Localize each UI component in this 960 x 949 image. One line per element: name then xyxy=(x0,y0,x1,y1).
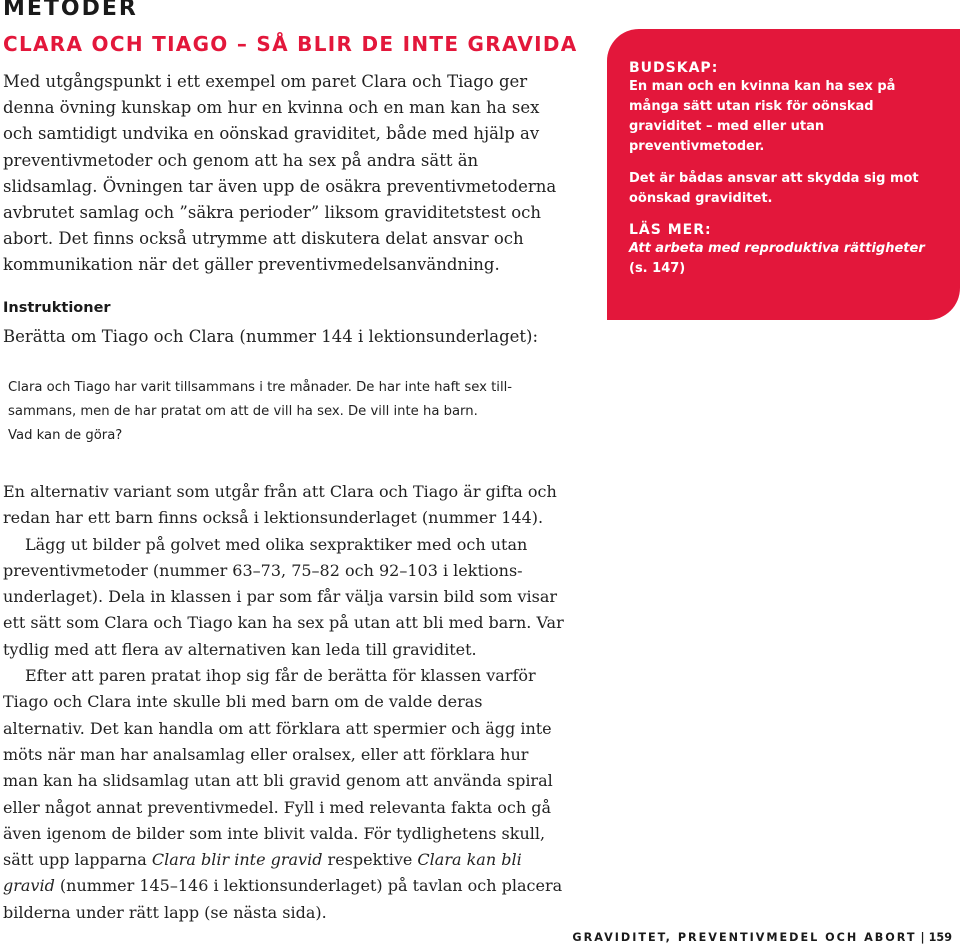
page-title: CLARA OCH TIAGO – SÅ BLIR DE INTE GRAVIDA xyxy=(3,32,578,56)
read-more-link[interactable]: Att arbeta med reproduktiva rättigheter xyxy=(629,241,925,256)
read-more-label: LÄS MER: xyxy=(629,222,712,238)
message-heading: BUDSKAP: xyxy=(629,60,719,76)
message-text: En man och en kvinna kan ha sex på många sätt utan risk för oönskad graviditet – med eller utan preventivmetoder. xyxy=(629,79,896,154)
paragraph-variant: En alternativ variant som utgår från att Clara och Tiago är gifta och redan har ett barn finns också i lektionsunderlaget (nummer 144). xyxy=(3,482,557,528)
instructions-heading: Instruktioner xyxy=(3,300,111,316)
discussion-text: respektive xyxy=(322,850,418,870)
message-text-responsibility: Det är bådas ansvar att skydda sig mot oönskad graviditet. xyxy=(629,171,919,206)
page-number: 159 xyxy=(928,931,952,944)
page-footer xyxy=(572,931,952,944)
scenario-line: Vad kan de göra? xyxy=(8,428,123,443)
discussion-text: (nummer 145–146 i lektionsunderlaget) på tavlan och placera bilderna under rätt lapp (se nästa sida). xyxy=(3,876,563,922)
footer-separator: | xyxy=(920,931,925,944)
instructions-lead: Berätta om Tiago och Clara (nummer 144 i lektionsunderlaget): xyxy=(3,327,539,346)
read-more-page: (s. 147) xyxy=(629,261,686,276)
main-text xyxy=(3,479,568,926)
footer-chapter: GRAVIDITET, PREVENTIVMEDEL OCH ABORT xyxy=(572,931,917,944)
card-label-not-pregnant: Clara blir inte gravid xyxy=(151,850,323,870)
section-label: METODER xyxy=(3,0,138,21)
scenario-line: Clara och Tiago har varit tillsammans i tre månader. De har inte haft sex till- xyxy=(8,380,513,395)
paragraph-discussion xyxy=(3,663,568,926)
discussion-text: Efter att paren pratat ihop sig får de berätta för klassen varför Tiago och Clara inte skulle bli med barn om de valde deras alternativ. Det kan handla om att förklara att spermier och ägg inte möts när man har analsamlag eller oralsex, eller att förklara hur man kan ha slidsamlag utan att bli gravid genom att använda spiral eller något annat preventivmedel. Fyll i med relevanta fakta och gå även igenom de bilder som inte blivit valda. För tydlighetens skull, sätt upp lapparna xyxy=(3,666,553,870)
message-box xyxy=(607,29,960,320)
card-label-can-be-pregnant: Clara kan bli gravid xyxy=(3,850,522,896)
scenario-quote xyxy=(8,376,578,448)
scenario-line: sammans, men de har pratat om att de vill ha sex. De vill inte ha barn. xyxy=(8,404,478,419)
intro-paragraph: Med utgångspunkt i ett exempel om paret Clara och Tiago ger denna övning kunskap om hur en kvinna och en man kan ha sex och samtidigt undvika en oönskad graviditet, både med hjälp av preventivmetoder och genom att ha sex på andra sätt än slidsamlag. Övningen tar även upp de osäkra preventivmetoderna avbrutet samlag och ”säkra perioder” liksom graviditetstest och abort. Det finns också utrymme att diskutera delat ansvar och kommunikation när det gäller preventivmedelsanvändning. xyxy=(3,72,557,275)
paragraph-pictures: Lägg ut bilder på golvet med olika sexpraktiker med och utan preventivmetoder (nummer 63–73, 75–82 och 92–103 i lektions-underlaget). Dela in klassen i par som får välja varsin bild som visar ett sätt som Clara och Tiago kan ha sex på utan att bli med barn. Var tydlig med att flera av alternativen kan leda till graviditet. xyxy=(3,534,564,659)
